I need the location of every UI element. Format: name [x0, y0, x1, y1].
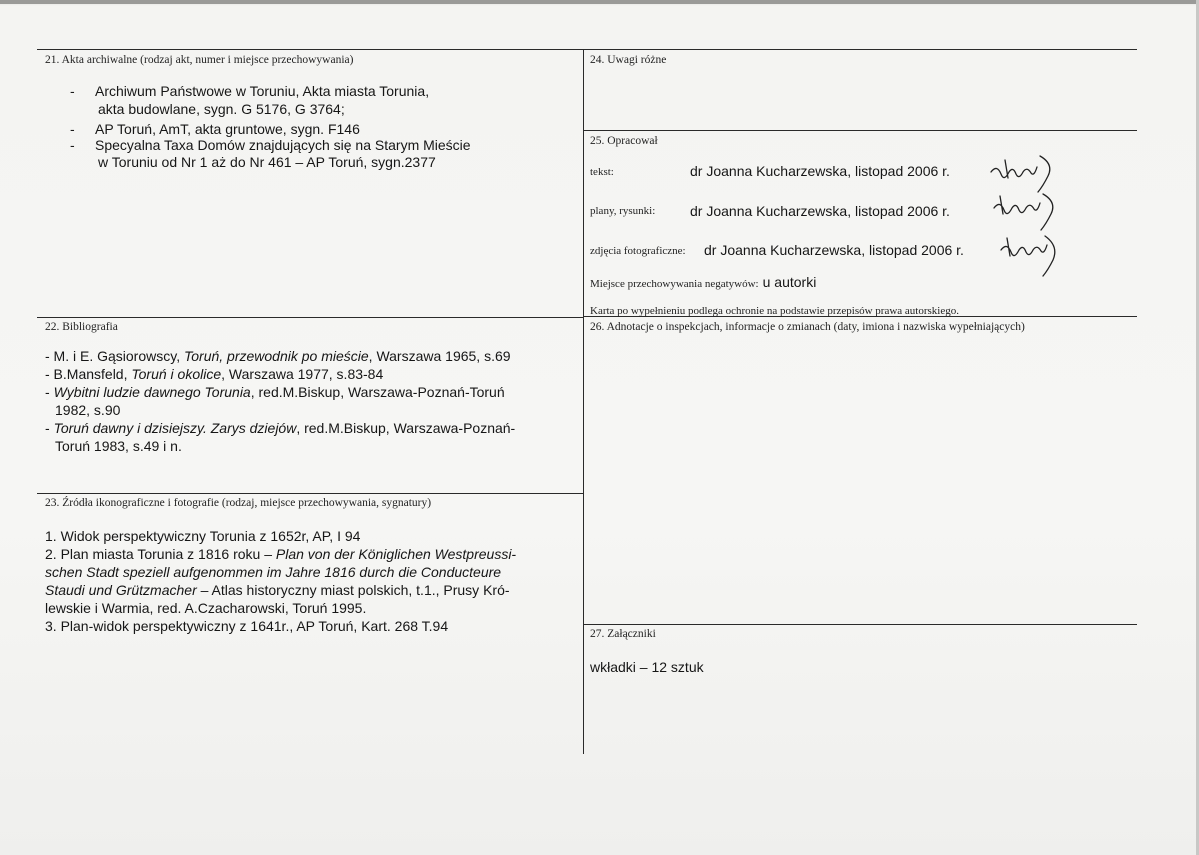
iconography-item-2-line3: Staudi und Grützmacher – Atlas historyczny miast polskich, t.1., Prusy Kró-: [45, 582, 510, 598]
handwritten-signature: [988, 190, 1063, 232]
text-author-value: dr Joanna Kucharzewska, listopad 2006 r.: [690, 163, 950, 179]
list-dash: -: [70, 83, 75, 99]
top-rule: [37, 49, 1137, 50]
rule-26-27: [584, 624, 1137, 625]
column-divider: [583, 49, 584, 754]
iconography-item-3: 3. Plan-widok perspektywiczny z 1641r., AP Toruń, Kart. 268 T.94: [45, 618, 449, 634]
iconography-item-2-line1: 2. Plan miasta Torunia z 1816 roku – Plan von der Königlichen Westpreussi-: [45, 546, 517, 562]
iconography-item-2-line2: schen Stadt speziell aufgenommen im Jahre 1816 durch die Conducteure: [45, 564, 502, 580]
rule-21-22: [37, 317, 583, 318]
rule-22-23: [37, 493, 583, 494]
bibliography-item-1: - M. i E. Gąsiorowscy, Toruń, przewodnik po mieście, Warszawa 1965, s.69: [45, 348, 511, 364]
list-dash: -: [70, 121, 75, 137]
section-27-header: 27. Załączniki: [590, 628, 656, 640]
archive-item-1-line1: Archiwum Państwowe w Toruniu, Akta miasta Torunia,: [95, 83, 430, 99]
bibliography-item-4-cont: Toruń 1983, s.49 i n.: [55, 438, 182, 454]
archive-item-3-line1: Specyalna Taxa Domów znajdujących się na Starym Mieście: [95, 137, 471, 153]
section-26-header: 26. Adnotacje o inspekcjach, informacje o zmianach (daty, imiona i nazwiska wypełniających): [590, 321, 1025, 333]
text-author-label: tekst:: [590, 166, 614, 178]
section-24-header: 24. Uwagi różne: [590, 54, 667, 66]
section-25-header: 25. Opracował: [590, 135, 658, 147]
bibliography-item-3-cont: 1982, s.90: [55, 402, 121, 418]
list-dash: -: [70, 137, 75, 153]
archive-item-3-line2: w Toruniu od Nr 1 aż do Nr 461 – AP Toruń, sygn.2377: [98, 154, 436, 170]
section-22-header: 22. Bibliografia: [45, 321, 118, 333]
handwritten-signature: [985, 152, 1060, 194]
photos-author-value: dr Joanna Kucharzewska, listopad 2006 r.: [704, 242, 964, 258]
handwritten-signature: [995, 232, 1070, 278]
archive-item-2: AP Toruń, AmT, akta gruntowe, sygn. F146: [95, 121, 360, 137]
iconography-item-1: 1. Widok perspektywiczny Torunia z 1652r, AP, I 94: [45, 528, 361, 544]
bibliography-item-2: - B.Mansfeld, Toruń i okolice, Warszawa 1977, s.83-84: [45, 366, 384, 382]
drawings-author-label: plany, rysunki:: [590, 205, 656, 217]
bibliography-item-3: - Wybitni ludzie dawnego Torunia, red.M.Biskup, Warszawa-Poznań-Toruń: [45, 384, 505, 400]
drawings-author-value: dr Joanna Kucharzewska, listopad 2006 r.: [690, 203, 950, 219]
negatives-location: Miejsce przechowywania negatywów: u autorki: [590, 274, 817, 290]
section-21-header: 21. Akta archiwalne (rodzaj akt, numer i miejsce przechowywania): [45, 54, 354, 66]
copyright-note: Karta po wypełnieniu podlega ochronie na podstawie przepisów prawa autorskiego.: [590, 305, 959, 317]
photos-author-label: zdjęcia fotograficzne:: [590, 245, 686, 257]
section-23-header: 23. Źródła ikonograficzne i fotografie (rodzaj, miejsce przechowywania, sygnatury): [45, 497, 432, 509]
bibliography-item-4: - Toruń dawny i dzisiejszy. Zarys dziejów, red.M.Biskup, Warszawa-Poznań-: [45, 420, 516, 436]
rule-24-25: [584, 130, 1137, 131]
iconography-item-2-line4: lewskie i Warmia, red. A.Czacharowski, Toruń 1995.: [45, 600, 367, 616]
attachments-value: wkładki – 12 sztuk: [590, 659, 704, 675]
archive-item-1-line2: akta budowlane, sygn. G 5176, G 3764;: [98, 101, 345, 117]
scan-edge-top: [0, 0, 1199, 4]
